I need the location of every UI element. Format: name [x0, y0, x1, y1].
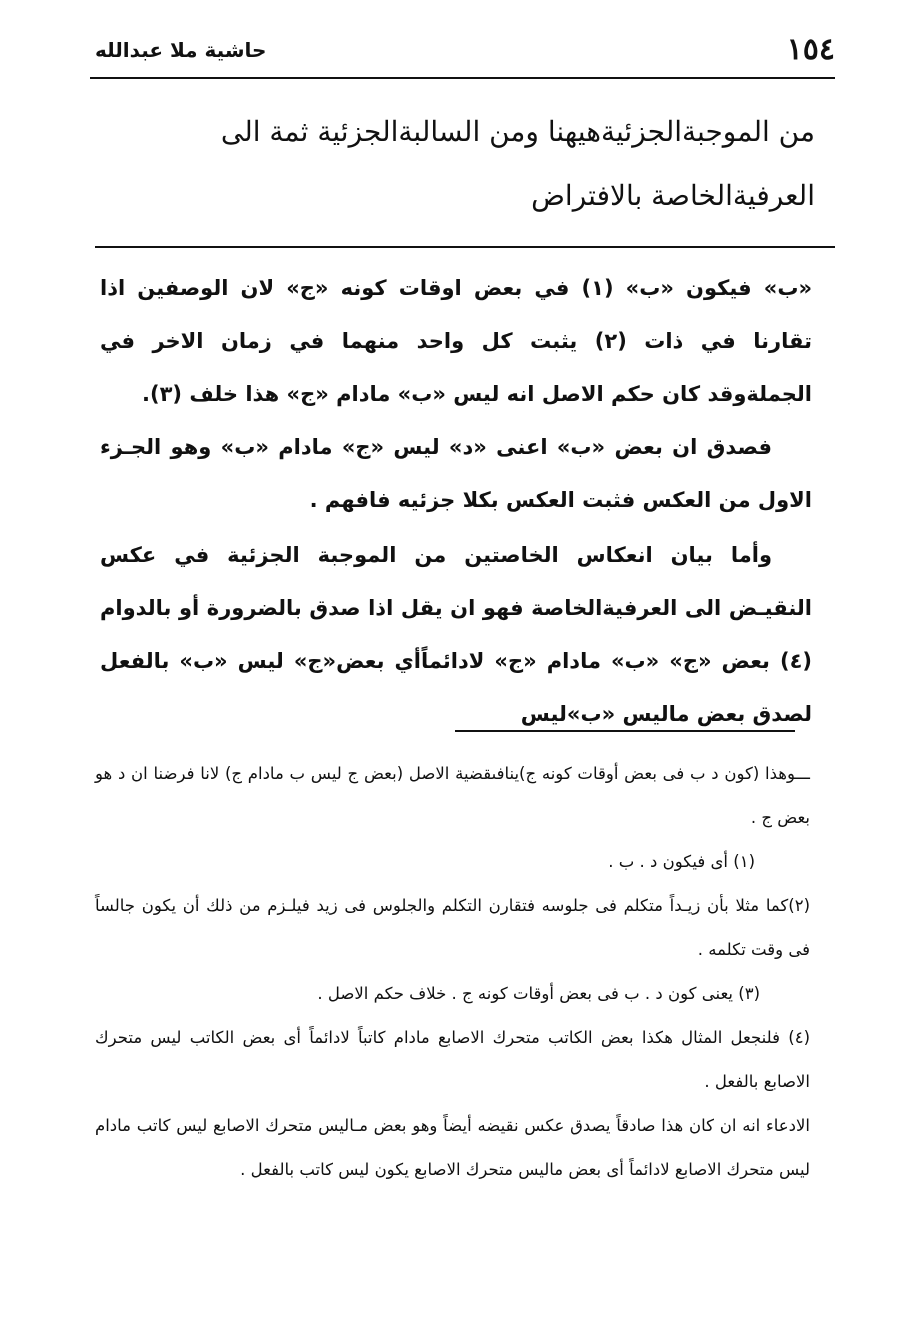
main-text [100, 262, 812, 741]
main-paragraph-text: وأما بيان انعكاس الخاصتين من الموجبة الجزئية في عكس النقيـض الى العرفيةالخاصة فهو ان يقل اذا صدق بالضرورة أو بالدوام (٤) بعض «ج» «ب» مادام «ج» لادائماًأي بعض«ج» ليس «ب» بالفعل لصدق بعض ماليس «ب»ليس [100, 543, 812, 726]
footnote: ـــوهذا (كون د ب فى بعض أوقات كونه ج)ينافىقضية الاصل (بعض ج ليس ب مادام ج) لانا فرضنا ان د هو بعض ج . [95, 764, 810, 827]
main-paragraph [100, 421, 812, 527]
footnote: (٣) يعنى كون د . ب فى بعض أوقات كونه ج . خلاف حكم الاصل . [317, 984, 760, 1003]
main-paragraph: «ب» فيكون «ب» (١) في بعض اوقات كونه «ج» لان الوصفين اذا تقارنا في ذات (٢) يثبت كل واحد منهما في زمان الاخر في الجملةوقد كان حكم الاصل انه ليس «ب» مادام «ج» هذا خلف (٣). [100, 276, 813, 406]
footnotes-divider [455, 730, 795, 732]
page-header [95, 30, 835, 70]
heading-divider [95, 246, 835, 248]
main-paragraph [100, 529, 812, 741]
footnote: (٤) فلنجعل المثال هكذا بعض الكاتب متحرك الاصابع مادام كاتباً لادائماً أى بعض الكاتب ليس متحرك الاصابع بالفعل . [95, 1028, 810, 1091]
section-heading: من الموجبةالجزئيةهيهنا ومن السالبةالجزئية ثمة الى العرفيةالخاصة بالافتراض [220, 115, 815, 212]
page-number: ١٥٤ [786, 32, 835, 67]
footnote: (٢)كما مثلا بأن زيـداً متكلم فى جلوسه فتقارن التكلم والجلوس فى زيد فيلـزم من ذلك أن يكون جالساً فى وقت تكلمه . [95, 896, 810, 959]
footnote: (١) أى فيكون د . ب . [608, 852, 755, 871]
header-divider [90, 77, 835, 79]
footnotes [95, 752, 810, 1192]
running-title: حاشية ملا عبدالله [95, 38, 267, 62]
main-paragraph-text: فصدق ان بعض «ب» اعنى «د» ليس «ج» مادام «ب» وهو الجـزء الاول من العكس فثبت العكس بكلا جزئيه فافهم . [100, 435, 812, 512]
footnote: الادعاء انه ان كان هذا صادقاً يصدق عكس نقيضه أيضاً وهو بعض مـاليس متحرك الاصابع ليس كاتب مادام ليس متحرك الاصابع لادائماً أى بعض ماليس متحرك الاصابع يكون ليس كاتب بالفعل . [95, 1116, 810, 1179]
